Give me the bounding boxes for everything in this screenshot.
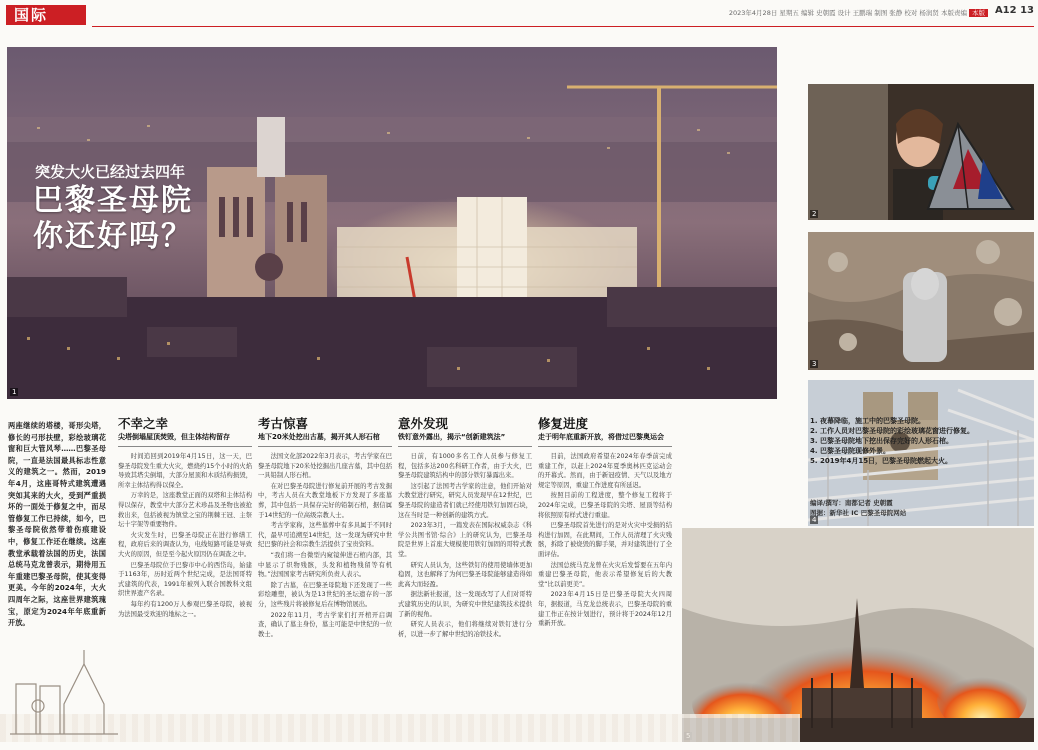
hero-title xyxy=(33,183,193,255)
article-column-1 xyxy=(118,416,252,620)
hero-title-line-2: 你还好吗？ xyxy=(33,219,193,254)
credits xyxy=(810,498,1034,518)
column-3-paragraph: 日前，有1000多名工作人员参与修复工程，包括多达200名科研工作者，由于大火，巴黎圣母院建筑结构中的部分铁钉暴露出来。 xyxy=(398,453,532,480)
column-2-paragraph: “我们将一台微型内窥镜伸进石棺内部，其中显示了织物残骸，头发和植物残留等有机物。”法国国家考古研究所负责人表示。 xyxy=(258,551,392,579)
cathedral-fire-illustration xyxy=(682,528,1034,742)
photo-number-1: 1 xyxy=(12,388,17,396)
column-2-heading: 考古惊喜 xyxy=(258,416,309,431)
column-1-paragraph: 每年约有1200万人参观巴黎圣母院，被视为法国最受欢迎的地标之一。 xyxy=(118,600,252,618)
column-3-rule xyxy=(398,446,532,447)
photo-lead-sarcophagus xyxy=(808,232,1034,370)
column-1-rule xyxy=(118,446,252,447)
column-1-paragraph: 火灾发生时，巴黎圣母院正在进行修缮工程，政府后来的调查认为，电线短路可能是导致大火的原因，但是至今起火原因仍在调查之中。 xyxy=(118,531,252,558)
column-3-subheading: 铁钉意外露出，揭示“创新建筑法” xyxy=(398,433,506,441)
photo-captions xyxy=(810,416,1034,466)
column-2-paragraph: 考古学家称，这些墓葬中有多具属于不同时代，最早可追溯至14世纪，这一发现为研究中世纪巴黎的社会和宗教生活提供了宝贵资料。 xyxy=(258,522,392,549)
credit-line: 编译/撰写：南都记者 史朝霞 xyxy=(810,499,893,507)
sarcophagus-illustration xyxy=(808,232,1034,370)
page-number: A12 13 xyxy=(994,5,1034,16)
column-2-subheading: 地下20米处挖出古墓，揭开其人形石棺 xyxy=(258,433,380,441)
stained-glass-illustration xyxy=(808,84,1034,220)
caption-item: 5. 2019年4月15日，巴黎圣母院燃起大火。 xyxy=(810,457,953,465)
photo-number-3: 3 xyxy=(812,360,817,368)
column-3-paragraph: 这引起了法国考古学家的注意，他们开始对大教堂进行研究，研究人员发现早在12世纪，巴黎圣母院的建造者们就已经使用铁钉加固石块，这在当时是一种创新的建筑方式。 xyxy=(398,482,532,519)
cathedral-sketch-icon xyxy=(6,644,122,740)
column-2-rule xyxy=(258,446,392,447)
column-1-heading: 不幸之幸 xyxy=(118,416,169,431)
column-4-heading: 修复进度 xyxy=(538,416,589,431)
column-4-subheading: 走于明年底重新开放，将借过巴黎奥运会 xyxy=(538,433,664,441)
column-4-paragraph: 2023年4月15日是巴黎圣母院大火四周年，据报道，马克龙总统表示，巴黎圣母院的重建工作正在按计划进行，预计将于2024年12月重新开放。 xyxy=(538,591,672,628)
column-3-paragraph: 2023年3月，一篇发表在国际权威杂志《科学公共图书馆·综合》上的研究认为，巴黎圣母院是世界上首座大规模使用铁钉加固的哥特式教堂。 xyxy=(398,522,532,558)
column-3-paragraph: 据法新社报道，这一发现改写了人们对哥特式建筑历史的认识，为研究中世纪建筑技术提供了新的视角。 xyxy=(398,591,532,618)
column-4-rule xyxy=(538,446,672,447)
photo-stained-glass-restoration xyxy=(808,84,1034,220)
column-1-subheading: 尖塔倒塌屋顶焚毁，但主体结构留存 xyxy=(118,433,230,441)
photo-number-2: 2 xyxy=(812,210,817,218)
caption-item: 3. 巴黎圣母院地下挖出保存完好的人形石棺。 xyxy=(810,437,953,445)
hero-title-line-1: 巴黎圣母院 xyxy=(33,183,193,218)
article-column-3 xyxy=(398,416,532,640)
column-2-paragraph: 除了古墓，在巴黎圣母院地下还发现了一些彩绘雕塑，被认为是13世纪的圣坛遗存的一部分，这些残片将被修复后在博物馆展出。 xyxy=(258,581,392,608)
page-header xyxy=(6,4,1034,28)
column-2-paragraph: 法国文化部2022年3月表示，考古学家在巴黎圣母院地下20米处挖掘出几座古墓，其中包括一具铅制人形石棺。 xyxy=(258,453,392,480)
caption-item: 1. 夜幕降临，施工中的巴黎圣母院。 xyxy=(810,417,925,425)
credit-line: 图据：新华社 IC 巴黎圣母院网站 xyxy=(810,509,907,517)
photo-cathedral-fire xyxy=(682,528,1034,742)
header-meta-text: 2023年4月28日 星期五 编辑 史朝霞 设计 王鹏瑞 制图 张静 校对 杨润贤 本版责编 xyxy=(728,9,967,17)
column-4-paragraph: 目前，法国政府希望在2024年春季前完成重建工作，以赶上2024年夏季奥林匹克运动会的开幕式。然而，由于新冠疫情、天气以及地方规定等原因，重建工作进度有所延迟。 xyxy=(538,453,672,489)
header-meta xyxy=(729,8,988,17)
column-1-paragraph: 万幸的是，这座教堂正面的双塔和主体结构得以保存，教堂中大部分艺术珍品及圣物也被抢救出来，包括被视为镇堂之宝的荆棘王冠、主祭坛十字架等重要物件。 xyxy=(118,492,252,529)
photo-number-4: 4 xyxy=(812,516,817,524)
section-tag: 国际 xyxy=(6,5,86,25)
caption-item: 4. 巴黎圣母院现修外景。 xyxy=(810,447,890,455)
column-4-paragraph: 巴黎圣母院首先进行的是对火灾中受损的结构进行加固，在此期间，工作人员清理了火灾残骸，拆除了被烧毁的脚手架，并对建筑进行了全面评估。 xyxy=(538,522,672,558)
caption-item: 2. 工作人员对巴黎圣母院的彩绘玻璃花窗进行修复。 xyxy=(810,427,974,435)
column-3-paragraph: 研究人员认为，这些铁钉的使用使墙体更加稳固，这也解释了为何巴黎圣母院能够建造得如此高大而轻盈。 xyxy=(398,561,532,588)
column-2-paragraph: 在对巴黎圣母院进行修复前开展的考古发掘中，考古人员在大教堂地板下方发现了多座墓葬，其中包括一具保存完好的铅制石棺，据信属于14世纪的一位高级宗教人士。 xyxy=(258,482,392,519)
article-column-4 xyxy=(538,416,672,630)
header-red-tag: 本版 xyxy=(969,9,988,17)
header-rule xyxy=(92,26,1034,27)
column-1-paragraph: 时间追回到2019年4月15日，这一天，巴黎圣母院发生重大火灾，燃烧约15个小时的火焰导致其塔尖倒塌，大部分屋顶和木质结构损毁，所幸主体结构得以保全。 xyxy=(118,453,252,489)
article-column-2 xyxy=(258,416,392,640)
hero-photo xyxy=(7,47,777,399)
lead-paragraph: 两座继续的塔楼，哥形尖塔，修长的弓形扶壁，彩绘玻璃花窗和巨大管风琴……巴黎圣母院，一直是法国最具标志性意义的建筑之一。然而，2019年4月，这座哥特式建筑遭遇突如其来的大火，受到严重损坏的一面处于修复之中，而尽管修复工作已持续，如今，巴黎圣母院依然带着伤痕建设中，修复工作还在继续。这座教堂承载着法国的历史，法国总统马克龙曾表示，期待用五年重建巴黎圣母院，使其变得更美。今年的2024年，大火四周年之际，这座世界建筑瑰宝，原定为2024年年底重新开放。 xyxy=(8,421,106,628)
column-3-heading: 意外发现 xyxy=(398,416,449,431)
column-1-paragraph: 巴黎圣母院位于巴黎市中心的西岱岛，始建于1163年，历时近两个世纪完成，是法国哥特式建筑的代表，1991年被列入联合国教科文组织世界遗产名录。 xyxy=(118,561,252,598)
column-4-paragraph: 按照目前的工程进度，整个修复工程将于2024年完成，巴黎圣母院的尖塔、屋顶等结构将依照原有样式进行重建。 xyxy=(538,492,672,519)
column-4-paragraph: 法国总统马克龙曾在火灾后发誓要在五年内重建巴黎圣母院，他表示希望修复后的大教堂“比以前更美”。 xyxy=(538,561,672,588)
hero-kicker: 突发大火已经过去四年 xyxy=(35,163,186,181)
column-3-paragraph: 研究人员表示，他们将继续对铁钉进行分析，以进一步了解中世纪的冶铁技术。 xyxy=(398,621,532,638)
column-2-paragraph: 2022年11月，考古学家们打开棺开启调查，确认了墓主身份，墓主可能是中世纪的一位教士。 xyxy=(258,611,392,638)
